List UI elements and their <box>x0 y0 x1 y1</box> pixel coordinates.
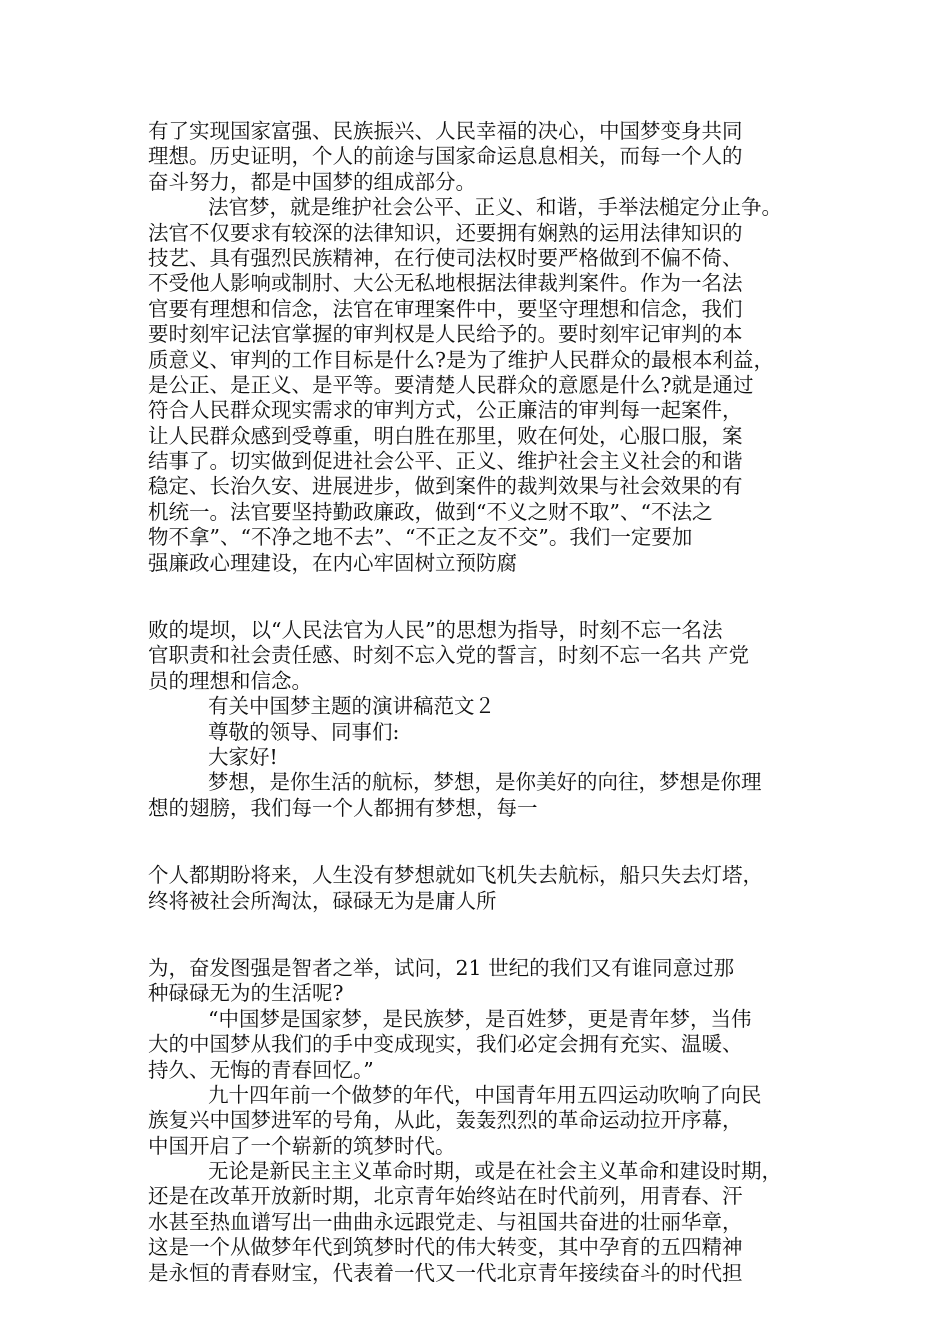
text-line: 机统一。法官要坚持勤政廉政，做到“不义之财不取”、“不法之 <box>148 499 713 524</box>
paragraph-first-line: 梦想，是你生活的航标，梦想，是你美好的向往，梦想是你理 <box>208 770 762 795</box>
text-line: 结事了。切实做到促进社会公平、正义、维护社会主义社会的和谐 <box>148 449 743 474</box>
text-line: 终将被社会所淘汰，碌碌无为是庸人所 <box>148 888 497 913</box>
text-line: 败的堤坝，以“人民法官为人民”的思想为指导，时刻不忘一名法 <box>148 618 723 643</box>
text-line: 想的翅膀，我们每一个人都拥有梦想，每一 <box>148 795 538 820</box>
text-line: 水甚至热血谱写出一曲曲永远跟党走、与祖国共奋进的壮丽华章， <box>148 1209 743 1234</box>
text-line: 个人都期盼将来，人生没有梦想就如飞机失去航标，船只失去灯塔， <box>148 863 763 888</box>
text-line: 理想。历史证明，个人的前途与国家命运息息相关，而每一个人的 <box>148 144 743 169</box>
text-line: 要时刻牢记法官掌握的审判权是人民给予的。要时刻牢记审判的本 <box>148 322 743 347</box>
text-line: 让人民群众感到受尊重，明白胜在那里，败在何处，心服口服，案 <box>148 423 743 448</box>
paragraph-first-line: “中国梦是国家梦，是民族梦，是百姓梦，更是青年梦，当伟 <box>208 1006 752 1031</box>
text-line: 这是一个从做梦年代到筑梦时代的伟大转变，其中孕育的五四精神 <box>148 1235 743 1260</box>
text-line: 持久、无悔的青春回忆。” <box>148 1057 374 1082</box>
text-line: 质意义、审判的工作目标是什么?是为了维护人民群众的最根本利益， <box>148 347 774 372</box>
text-line: 稳定、长治久安、进展进步，做到案件的裁判效果与社会效果的有 <box>148 474 743 499</box>
text-line: 族复兴中国梦进军的号角，从此，轰轰烈烈的革命运动拉开序幕， <box>148 1108 743 1133</box>
text-line: 物不拿”、“不净之地不去”、“不正之友不交”。我们一定要加 <box>148 525 693 550</box>
text-line: 为，奋发图强是智者之举，试问，21 世纪的我们又有谁同意过那 <box>148 955 735 980</box>
paragraph-first-line: 有关中国梦主题的演讲稿范文２ <box>208 694 495 719</box>
text-block <box>148 618 832 821</box>
text-block <box>148 956 832 1286</box>
paragraph-first-line: 大家好! <box>208 744 278 769</box>
text-block <box>148 119 832 576</box>
page-break-gap <box>148 576 832 618</box>
text-line: 还是在改革开放新时期，北京青年始终站在时代前列，用青春、汗 <box>148 1184 743 1209</box>
page-break-gap <box>148 914 832 956</box>
text-line: 种碌碌无为的生活呢? <box>148 981 344 1006</box>
text-line: 中国开启了一个崭新的筑梦时代。 <box>148 1133 456 1158</box>
text-line: 是公正、是正义、是平等。要清楚人民群众的意愿是什么?就是通过 <box>148 372 754 397</box>
text-line: 不受他人影响或制肘、大公无私地根据法律裁判案件。作为一名法 <box>148 271 743 296</box>
text-line: 是永恒的青春财宝，代表着一代又一代北京青年接续奋斗的时代担 <box>148 1260 743 1285</box>
text-line: 强廉政心理建设，在内心牢固树立预防腐 <box>148 550 517 575</box>
text-line: 法官不仅要求有较深的法律知识，还要拥有娴熟的运用法律知识的 <box>148 220 743 245</box>
text-block <box>148 863 832 914</box>
document-page <box>148 119 832 1286</box>
text-line: 奋斗努力，都是中国梦的组成部分。 <box>148 169 476 194</box>
text-line: 技艺、具有强烈民族精神，在行使司法权时要严格做到不偏不倚、 <box>148 245 743 270</box>
paragraph-first-line: 尊敬的领导、同事们: <box>208 719 400 744</box>
text-line: 有了实现国家富强、民族振兴、人民幸福的决心，中国梦变身共同 <box>148 119 743 143</box>
text-line: 员的理想和信念。 <box>148 668 312 693</box>
paragraph-first-line: 法官梦，就是维护社会公平、正义、和谐，手举法槌定分止争。 <box>208 195 782 220</box>
paragraph-first-line: 无论是新民主主义革命时期，或是在社会主义革命和建设时期， <box>208 1159 782 1184</box>
text-line: 官要有理想和信念，法官在审理案件中，要坚守理想和信念，我们 <box>148 296 743 321</box>
text-line: 符合人民群众现实需求的审判方式，公正廉洁的审判每一起案件， <box>148 398 743 423</box>
paragraph-first-line: 九十四年前一个做梦的年代，中国青年用五四运动吹响了向民 <box>208 1082 762 1107</box>
text-line: 官职责和社会责任感、时刻不忘入党的誓言，时刻不忘一名共 产党 <box>148 643 750 668</box>
text-line: 大的中国梦从我们的手中变成现实，我们必定会拥有充实、温暖、 <box>148 1032 743 1057</box>
page-break-gap <box>148 821 832 863</box>
